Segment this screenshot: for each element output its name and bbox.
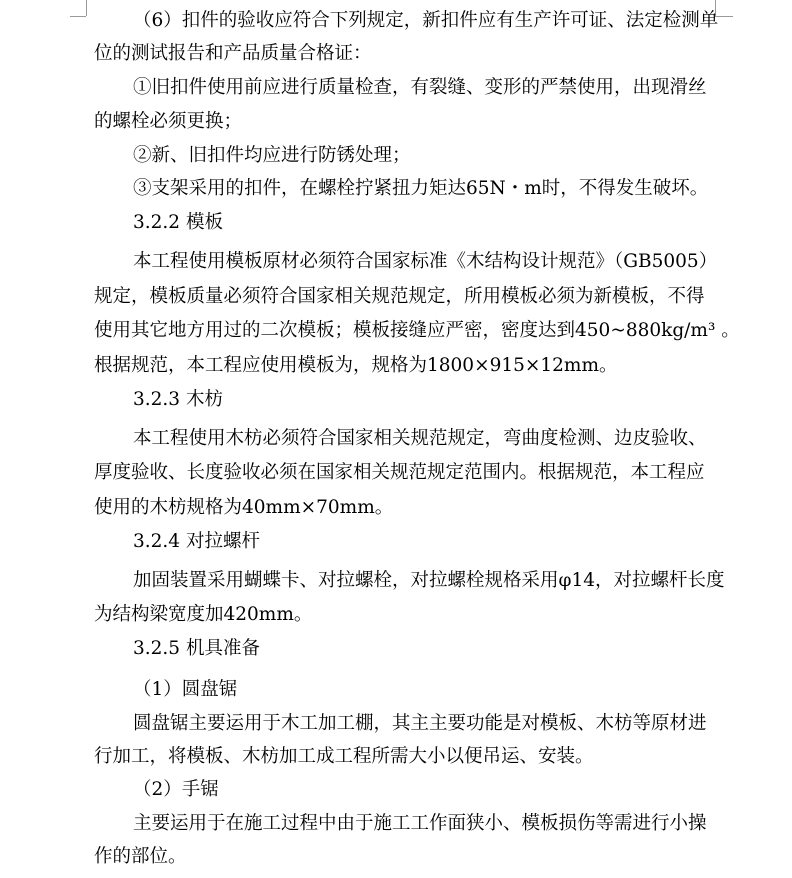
paragraph-line: 位的测试报告和产品质量合格证： [94,43,372,64]
paragraph-line: （6）扣件的验收应符合下列规定，新扣件应有生产许可证、法定检测单 [133,10,719,31]
paragraph-line: ②新、旧扣件均应进行防锈处理； [133,145,411,166]
section-heading: 3.2.5 机具准备 [133,638,260,659]
paragraph-line: 根据规范，本工程应使用模板为，规格为1800×915×12mm。 [94,355,618,376]
paragraph-line: 加固装置采用蝴蝶卡、对拉螺栓，对拉螺栓规格采用φ14，对拉螺杆长度 [133,570,725,591]
paragraph-line: 为结构梁宽度加420mm。 [94,604,313,625]
paragraph-line: 规定，模板质量必须符合国家相关规范规定，所用模板必须为新模板，不得 [94,286,705,307]
paragraph-line: ①旧扣件使用前应进行质量检查，有裂缝、变形的严禁使用，出现滑丝 [133,77,707,98]
paragraph-line: 厚度验收、长度验收必须在国家相关规范规定范围内。根据规范，本工程应 [94,462,705,483]
section-heading: 3.2.2 模板 [133,212,223,233]
paragraph-line: ③支架采用的扣件，在螺栓拧紧扭力矩达65N・m时，不得发生破坏。 [133,178,709,199]
paragraph-line: 使用的木枋规格为40mm×70mm。 [94,497,394,518]
paragraph-line: 本工程使用模板原材必须符合国家标准《木结构设计规范》（GB5005） [133,251,718,272]
subsection-heading: （1）圆盘锯 [133,679,238,700]
paragraph-line: 主要运用于在施工过程中由于施工工作面狭小、模板损伤等需进行小操 [133,813,707,834]
paragraph-line: 本工程使用木枋必须符合国家相关规范规定，弯曲度检测、边皮验收、 [133,428,707,449]
section-heading: 3.2.4 对拉螺杆 [133,531,260,552]
paragraph-line: 使用其它地方用过的二次模板；模板接缝应严密，密度达到450~880kg/m³ 。 [94,320,740,341]
paragraph-line: 作的部位。 [94,846,187,867]
subsection-heading: （2）手锯 [133,779,219,800]
margin-corner-mark [86,0,87,16]
paragraph-line: 圆盘锯主要运用于木工加工棚，其主主要功能是对模板、木枋等原材进 [133,713,707,734]
section-heading: 3.2.3 木枋 [133,389,223,410]
margin-corner-mark [70,16,86,17]
paragraph-line: 行加工，将模板、木枋加工成工程所需大小以便吊运、安装。 [94,746,594,767]
paragraph-line: 的螺栓必须更换； [94,111,243,132]
